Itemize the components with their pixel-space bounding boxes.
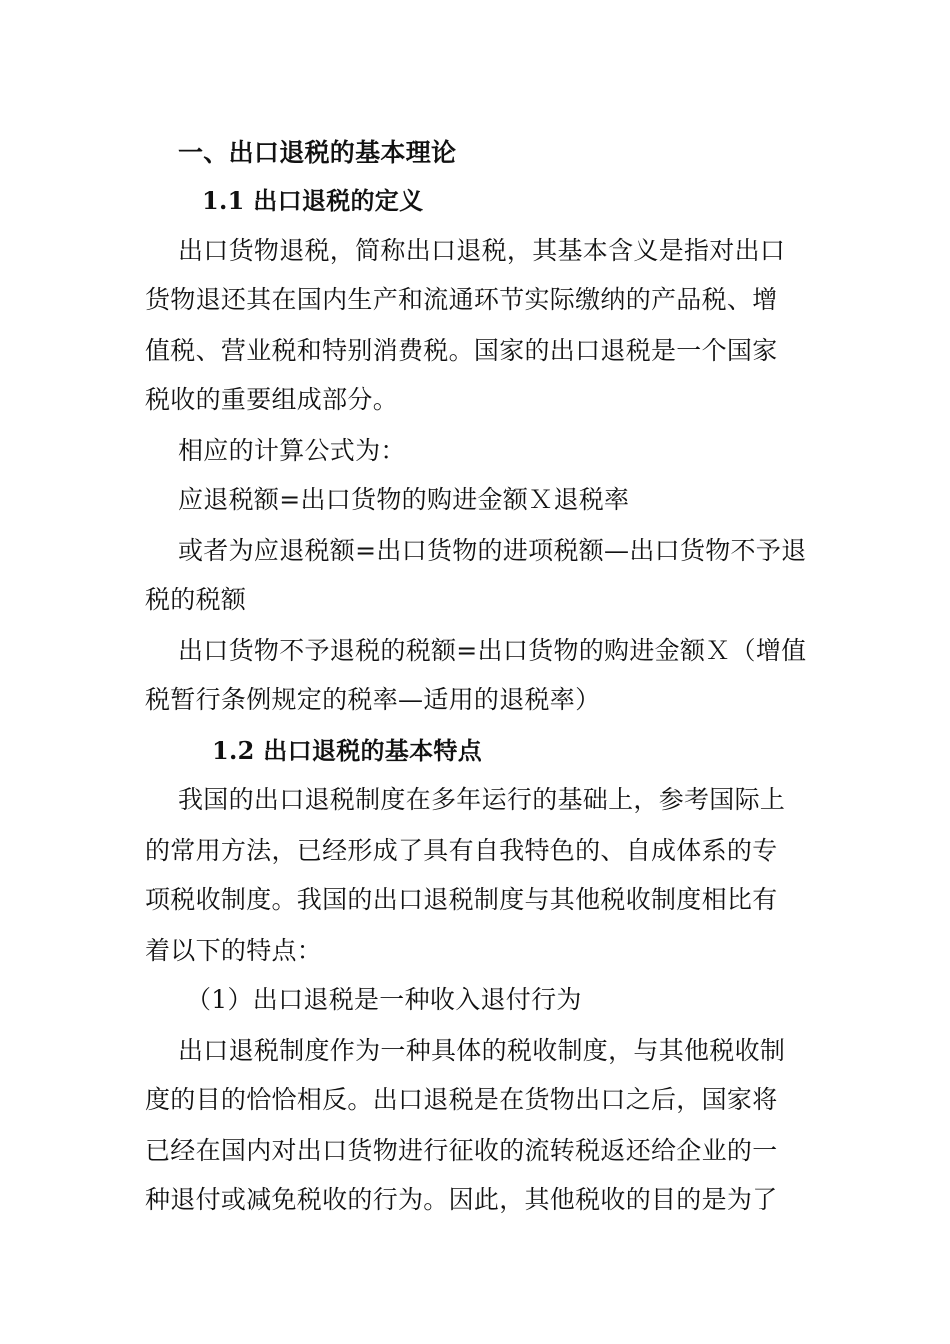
formula-line: 应退税额=出口货物的购进金额Ｘ退税率 [178,485,630,514]
formula-line: 出口货物不予退税的税额=出口货物的购进金额Ｘ（增值 [178,636,807,665]
paragraph-line: 已经在国内对出口货物进行征收的流转税返还给企业的一 [145,1136,778,1165]
subsection-heading-features: 1.2 出口退税的基本特点 [212,736,483,765]
paragraph-line: 的常用方法，已经形成了具有自我特色的、自成体系的专 [145,836,778,865]
paragraph-line: 出口货物退税，简称出口退税，其基本含义是指对出口 [178,236,786,265]
formula-line: 税的税额 [145,585,247,614]
paragraph-line: 货物退还其在国内生产和流通环节实际缴纳的产品税、增 [145,285,778,314]
paragraph-line: 出口退税制度作为一种具体的税收制度，与其他税收制 [178,1036,786,1065]
formula-line: 税暂行条例规定的税率—适用的退税率） [145,685,601,714]
paragraph-line: 值税、营业税和特别消费税。国家的出口退税是一个国家 [145,336,778,365]
formula-line: 或者为应退税额=出口货物的进项税额—出口货物不予退 [178,536,807,565]
paragraph-line: 项税收制度。我国的出口退税制度与其他税收制度相比有 [145,885,778,914]
section-heading: 一、出口退税的基本理论 [178,138,457,167]
paragraph-line: 税收的重要组成部分。 [145,385,399,414]
formula-intro: 相应的计算公式为： [178,436,406,465]
paragraph-line: 着以下的特点： [145,936,323,965]
subsection-heading-definition: 1.1 出口退税的定义 [202,186,424,215]
paragraph-line: 度的目的恰恰相反。出口退税是在货物出口之后，国家将 [145,1085,778,1114]
paragraph-line: 我国的出口退税制度在多年运行的基础上，参考国际上 [178,785,786,814]
paragraph-line: 种退付或减免税收的行为。因此，其他税收的目的是为了 [145,1185,778,1214]
list-point: （1）出口退税是一种收入退付行为 [186,985,582,1014]
